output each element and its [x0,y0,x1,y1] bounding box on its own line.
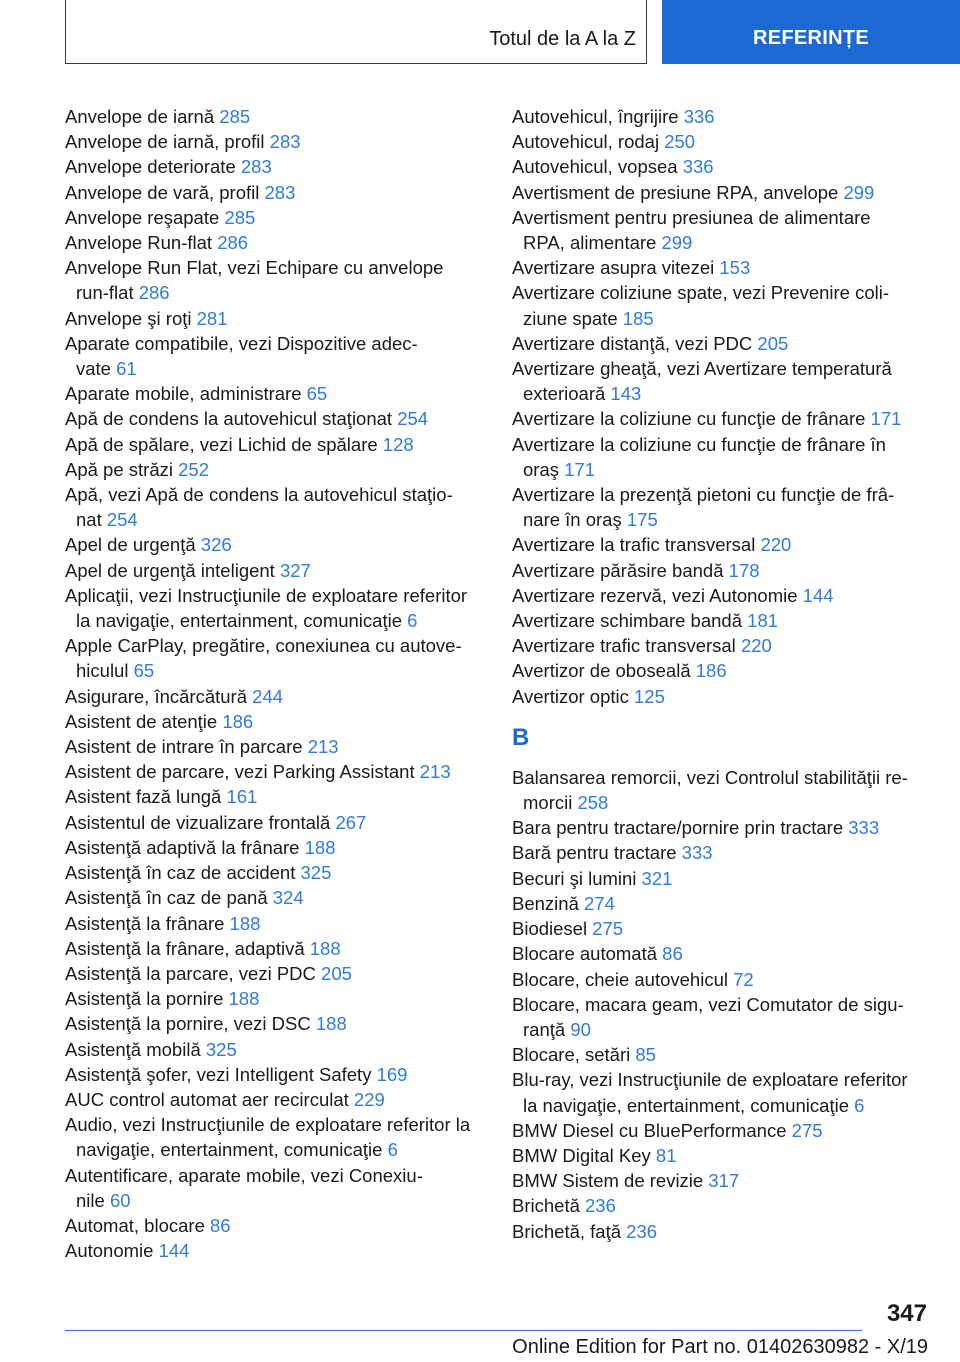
entry-text: Anvelope deteriorate [65,156,241,178]
entry-text: Asistent de atenţie [65,710,223,732]
index-entry [65,936,485,961]
entry-text: Avertizare distanţă, vezi PDC [512,332,758,354]
entry-text: ziune spate [523,307,623,329]
index-entry [512,992,932,1042]
index-list-b [512,765,932,1244]
entry-text: run-flat [76,282,139,304]
entry-text: Autovehicul, îngrijire [512,106,684,127]
page-link[interactable]: 336 [683,106,715,127]
page-link[interactable]: 175 [626,509,658,531]
entry-text: BMW Diesel cu BluePerformance [512,1119,792,1141]
entry-text: Bară pentru tractare [512,842,682,864]
page-link[interactable]: 336 [682,156,714,178]
index-entry [512,1118,932,1143]
entry-text: Anvelope de vară, profil [65,181,265,203]
page-link[interactable]: 161 [226,786,258,808]
entry-text: Autonomie [65,1240,159,1262]
index-entry [512,608,932,633]
index-entry [65,1011,485,1036]
page-link[interactable]: 213 [307,736,339,758]
index-entry [65,558,485,583]
index-entry [65,180,485,205]
entry-text: Blu-ray, vezi Instrucţiunile de exploatare referitor [512,1069,908,1091]
entry-text: Balansarea remorcii, vezi Controlul stabilităţii re‐ [512,766,908,788]
page-link[interactable]: 181 [747,610,779,632]
index-entry [512,356,932,406]
section-title: Totul de la A la Z [489,28,636,50]
page-link[interactable]: 86 [662,943,683,965]
index-entry [65,1163,485,1213]
index-entry [65,961,485,986]
edition-text: Online Edition for Part no. 01402630982 - X/19 [512,1336,928,1358]
entry-text: Blocare, macara geam, vezi Comutator de sigu‐ [512,993,904,1015]
entry-text: Avertizare rezervă, vezi Autonomie [512,584,803,606]
index-entry [512,129,932,154]
entry-text: Bara pentru tractare/pornire prin tractare [512,817,849,839]
page-link[interactable]: 244 [252,685,284,707]
index-entry [512,432,932,482]
index-entry [512,583,932,608]
index-entry [512,840,932,865]
entry-text: Automat, blocare [65,1214,210,1236]
entry-text: Asistenţă adaptivă la frânare [65,836,305,858]
page-link[interactable]: 285 [224,206,256,228]
page-link[interactable]: 220 [740,635,772,657]
page-link[interactable]: 188 [309,937,341,959]
index-entry [65,633,485,683]
entry-text: Apă de spălare, vezi Lichid de spălare [65,433,383,455]
index-entry [65,684,485,709]
page-link[interactable]: 324 [272,887,304,909]
entry-text: Avertizare la prezenţă pietoni cu funcţie de frâ‐ [512,484,895,506]
entry-text: Asigurare, încărcătură [65,685,253,707]
entry-text: morcii [523,792,578,814]
page-link[interactable]: 125 [634,685,665,707]
entry-text: la navigaţie, entertainment, comunicaţie [523,1094,855,1116]
entry-text: Anvelope reşapate [65,206,225,228]
entry-text: nat [76,509,107,531]
page-link[interactable]: 188 [229,912,261,934]
index-entry [65,457,485,482]
entry-text: oraş [523,458,565,480]
entry-text: Avertizor optic [512,685,635,707]
entry-text: Asistenţă la frânare [65,912,230,934]
page-link[interactable]: 275 [592,918,624,940]
index-entry [65,1062,485,1087]
entry-text: Asistenţă la pornire [65,988,229,1010]
page-link[interactable]: 178 [728,559,760,581]
page-link[interactable]: 283 [264,181,296,203]
index-entry [65,230,485,255]
index-entry [512,765,932,815]
index-entry [512,1067,932,1117]
index-entry [65,406,485,431]
index-entry [512,1168,932,1193]
index-list-a [512,104,932,709]
index-entry [65,734,485,759]
entry-text: Biodiesel [512,918,593,940]
entry-text: Avertizare la coliziune cu funcţie de frânare în [512,433,886,455]
entry-text: Anvelope de iarnă [65,106,220,127]
index-entry [512,1193,932,1218]
page-link[interactable]: 220 [760,534,792,556]
entry-text: Avertizare la coliziune cu funcţie de frânare [512,408,871,430]
page-link[interactable]: 250 [664,131,696,153]
page-link[interactable]: 325 [300,862,332,884]
entry-text: Apel de urgenţă [65,534,201,556]
index-entry [65,835,485,860]
index-entry [65,583,485,633]
entry-text: vate [76,358,117,380]
entry-text: AUC control automat aer recirculat [65,1088,354,1110]
page-link[interactable]: 72 [733,968,754,990]
entry-text: exterioară [523,383,611,405]
page-link[interactable]: 6 [854,1094,865,1116]
page-link[interactable]: 283 [240,156,272,178]
entry-text: nare în oraş [523,509,627,531]
page-link[interactable]: 333 [848,817,880,839]
page-link[interactable]: 185 [622,307,654,329]
page-link[interactable]: 285 [219,106,251,127]
index-entry [512,331,932,356]
entry-text: Avertisment pentru presiunea de alimentare [512,206,871,228]
index-entry [65,784,485,809]
page-link[interactable]: 274 [584,892,615,914]
entry-text: hiculul [76,660,134,682]
entry-text: Asistent de parcare, vezi Parking Assistant [65,761,420,783]
page-link[interactable]: 186 [222,710,254,732]
index-entry [512,104,932,129]
entry-text: BMW Sistem de revizie [512,1170,709,1192]
entry-text: Avertizare trafic transversal [512,635,741,657]
index-entry [512,406,932,431]
entry-text: Asistenţă în caz de pană [65,887,273,909]
footer-divider [65,1330,862,1331]
page-link[interactable]: 153 [719,257,751,279]
index-entry [512,154,932,179]
page-link[interactable]: 299 [661,232,693,254]
page-link[interactable]: 275 [791,1119,823,1141]
page-link[interactable]: 85 [635,1044,656,1066]
index-entry [65,1112,485,1162]
entry-text: Benzină [512,892,584,914]
page-link[interactable]: 283 [269,131,301,153]
index-column-left [65,104,485,1263]
index-entry [512,558,932,583]
entry-text: Asistenţă la pornire, vezi DSC [65,1013,316,1035]
index-entry [65,432,485,457]
page-link[interactable]: 6 [387,1139,398,1161]
index-entry [65,1037,485,1062]
entry-text: Avertizare coliziune spate, vezi Prevenire coli‐ [512,282,890,304]
page-link[interactable]: 267 [335,811,367,833]
page-link[interactable]: 254 [397,408,429,430]
entry-text: Asistentul de vizualizare frontală [65,811,336,833]
index-entry [65,1087,485,1112]
entry-text: Asistenţă în caz de accident [65,862,301,884]
page-link[interactable]: 254 [106,509,138,531]
entry-text: Blocare, setări [512,1044,636,1066]
index-entry [512,255,932,280]
index-entry [512,891,932,916]
index-entry [65,205,485,230]
entry-text: Autovehicul, vopsea [512,156,683,178]
index-entry [65,759,485,784]
index-entry [65,154,485,179]
entry-text: Blocare automată [512,943,663,965]
entry-text: Avertizor de oboseală [512,660,696,682]
page-link[interactable]: 186 [695,660,727,682]
page-link[interactable]: 65 [306,383,328,405]
index-entry [65,331,485,381]
page-link[interactable]: 171 [870,408,902,430]
entry-text: Audio, vezi Instrucţiunile de exploatare referitor la [65,1114,471,1136]
index-entry [65,381,485,406]
entry-text: Anvelope de iarnă, profil [65,131,270,153]
index-entry [65,885,485,910]
page-link[interactable]: 143 [610,383,642,405]
page-link[interactable]: 171 [564,458,596,480]
index-entry [512,967,932,992]
entry-text: Brichetă [512,1195,586,1217]
page-link[interactable]: 321 [641,867,673,889]
entry-text: Apă pe străzi [65,458,179,480]
index-entry [65,104,485,129]
entry-text: BMW Digital Key [512,1144,656,1166]
tab-referinte[interactable]: REFERINȚE [662,0,960,64]
index-entry [65,709,485,734]
index-entry [65,860,485,885]
page-link[interactable]: 188 [304,836,336,858]
entry-text: navigaţie, entertainment, comunicaţie [76,1139,388,1161]
page-link[interactable]: 188 [228,988,260,1010]
page-link[interactable]: 258 [577,792,609,814]
index-entry [512,1042,932,1067]
page-link[interactable]: 229 [353,1088,385,1110]
page-link[interactable]: 188 [315,1013,347,1035]
index-entry [512,205,932,255]
entry-text: Blocare, cheie autovehicul [512,968,734,990]
index-entry [65,986,485,1011]
index-entry [512,941,932,966]
entry-text: Avertizare gheaţă, vezi Avertizare temperatură [512,358,892,380]
index-entry [65,1213,485,1238]
entry-text: Apel de urgenţă inteligent [65,559,280,581]
section-letter: B [512,723,530,751]
index-entry [65,810,485,835]
index-entry [512,180,932,205]
page-link[interactable]: 252 [178,458,209,480]
index-entry [512,684,932,709]
entry-text: Avertizare schimbare bandă [512,610,748,632]
index-entry [512,815,932,840]
entry-text: la navigaţie, entertainment, comunicaţie [76,610,408,632]
entry-text: Aparate mobile, administrare [65,383,307,405]
page-link[interactable]: 236 [585,1195,616,1217]
index-entry [65,306,485,331]
index-entry [512,916,932,941]
page-link[interactable]: 6 [407,610,418,632]
index-entry [512,633,932,658]
index-entry [65,532,485,557]
entry-text: Apă, vezi Apă de condens la autovehicul staţio‐ [65,484,453,506]
index-entry [512,532,932,557]
entry-text: Anvelope Run-flat [65,232,218,254]
entry-text: Avertizare asupra vitezei [512,257,720,279]
index-entry [512,658,932,683]
entry-text: Asistenţă mobilă [65,1038,206,1060]
page-link[interactable]: 86 [210,1214,231,1236]
page-link[interactable]: 81 [655,1144,677,1166]
index-entry [65,255,485,305]
entry-text: Anvelope şi roţi [65,307,197,329]
index-entry [512,866,932,891]
entry-text: Asistenţă şofer, vezi Intelligent Safety [65,1063,377,1085]
page-link[interactable]: 205 [321,962,352,984]
page-link[interactable]: 144 [158,1240,190,1262]
entry-text: Avertizare la trafic transversal [512,534,761,556]
index-column-right [512,104,932,1244]
entry-text: Asistenţă la frânare, adaptivă [65,937,310,959]
index-entry [65,1238,485,1263]
entry-text: Asistent fază lungă [65,786,227,808]
index-entry [512,482,932,532]
index-entry [512,1219,932,1244]
page-link[interactable]: 325 [205,1038,237,1060]
page-link[interactable]: 205 [757,332,789,354]
index-entry [65,129,485,154]
page-link[interactable]: 60 [109,1189,131,1211]
entry-text: Autentificare, aparate mobile, vezi Conexiu‐ [65,1164,423,1186]
entry-text: Avertisment de presiune RPA, anvelope [512,181,844,203]
entry-text: Aplicaţii, vezi Instrucţiunile de exploatare referitor [65,584,468,606]
index-entry [512,280,932,330]
index-entry [512,1143,932,1168]
page-link[interactable]: 213 [419,761,451,783]
entry-text: Asistenţă la parcare, vezi PDC [65,962,322,984]
page-link[interactable]: 128 [382,433,414,455]
page-link[interactable]: 281 [196,307,228,329]
page-link[interactable]: 333 [681,842,713,864]
page-link[interactable]: 236 [626,1220,658,1242]
page-number: 347 [886,1300,927,1327]
page-link[interactable]: 299 [843,181,875,203]
entry-text: RPA, alimentare [523,232,662,254]
page-link[interactable]: 286 [217,232,249,254]
page-link[interactable]: 327 [279,559,311,581]
entry-text: Brichetă, faţă [512,1220,627,1242]
page-link[interactable]: 326 [200,534,232,556]
entry-text: Apă de condens la autovehicul staţionat [65,408,398,430]
page-link[interactable]: 90 [570,1018,591,1040]
page-link[interactable]: 65 [133,660,155,682]
entry-text: Aparate compatibile, vezi Dispozitive adec‐ [65,332,418,354]
page-link[interactable]: 61 [116,358,137,380]
entry-text: Apple CarPlay, pregătire, conexiunea cu autove‐ [65,635,462,657]
entry-text: ranţă [523,1018,571,1040]
entry-text: nile [76,1189,110,1211]
index-entry [65,911,485,936]
entry-text: Anvelope Run Flat, vezi Echipare cu anvelope [65,257,444,279]
page-link[interactable]: 317 [708,1170,740,1192]
index-entry [65,482,485,532]
entry-text: Becuri şi lumini [512,867,642,889]
entry-text: Autovehicul, rodaj [512,131,665,153]
page-link[interactable]: 169 [376,1063,408,1085]
entry-text: Asistent de intrare în parcare [65,736,308,758]
entry-text: Avertizare părăsire bandă [512,559,729,581]
page-link[interactable]: 286 [138,282,170,304]
page-link[interactable]: 144 [802,584,834,606]
